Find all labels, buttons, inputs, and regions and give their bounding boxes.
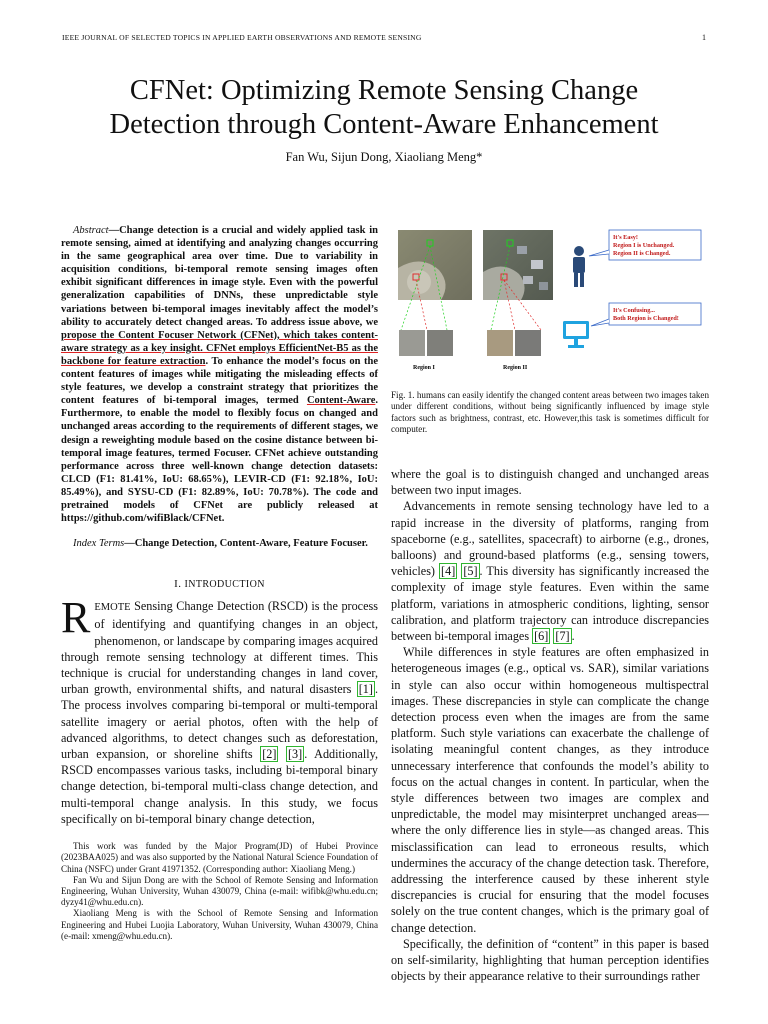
bubble-2-line-2: Both Region is Changed!: [613, 315, 679, 322]
citation-link[interactable]: [1]: [358, 682, 373, 697]
figure-1-caption: Fig. 1. humans can easily identify the changed content areas between two images taken under different conditions, without being significantly influenced by image style factors such as brightness, contrast, etc. However,this task is sometimes difficult for computer.: [391, 390, 709, 435]
page-number: 1: [702, 33, 706, 42]
abstract-part-3: . Furthermore, to enable the model to flexibly focus on changed and unchanged areas according to the requirements of different stages, we design a reweighting module based on the cosine distance between bi-temporal image features, termed Focuser. CFNet achieve outstanding performance across three well-known change detection datasets: CLCD (F1: 81.41%, IoU: 68.65%), LEVIR-CD (F1: 92.18%, IoU: 85.49%), and SYSU-CD (F1: 82.89%, IoU: 70.78%). The code and pretrained models of CFNet are publicly released at https://github.com/wifiBlack/CFNet.: [61, 395, 378, 525]
citation-link[interactable]: [4]: [441, 564, 456, 579]
author-list: Fan Wu, Sijun Dong, Xiaoliang Meng*: [285, 150, 483, 164]
figure-1-illustration: [391, 224, 709, 376]
section-heading-introduction: [61, 578, 378, 590]
computer-monitor-icon: [563, 321, 589, 348]
intro-paragraph: [61, 593, 379, 827]
index-terms: [61, 537, 378, 550]
bubble-2-line-1: It's Confusing...: [613, 307, 655, 314]
footnote-affiliation-2: Xiaoliang Meng is with the School of Remote Sensing and Information Engineering and Hubei Luojia Laboratory, Wuhan University, Wuhan 430079, China (e-mail: xmeng@whu.edu.cn).: [61, 908, 378, 941]
citation-link[interactable]: [6]: [534, 629, 549, 644]
bubble-1-line-1: It's Easy!: [613, 234, 638, 241]
citation-link[interactable]: [7]: [555, 629, 570, 644]
abstract-highlight-2: Content-Aware: [306, 395, 376, 407]
satellite-image-t2: [483, 230, 553, 300]
speech-bubble-confusing: [591, 303, 701, 326]
intro-text-1: Sensing Change Detection (RSCD) is the process of identifying and quantifying changes in an object, phenomenon, or landscape by comparing images acquired through remote sensing technology at different times. This technique is crucial for understanding changes in land cover, urban growth, environmental shifts, and natural disasters: [61, 599, 378, 697]
index-terms-lead: Index Terms: [73, 538, 125, 550]
title-line-1: CFNet: Optimizing Remote Sensing Change: [129, 75, 639, 106]
person-icon: [573, 246, 585, 287]
intro-smallcaps: EMOTE: [94, 602, 131, 614]
citation-link[interactable]: [2]: [262, 747, 277, 762]
section-numeral: I.: [174, 578, 185, 591]
label-region-1: Region I: [413, 365, 435, 371]
right-paragraph-1: [391, 498, 709, 644]
abstract-highlight-1: propose the Content Focuser Network (CFNet), which takes content-aware strategy as a key insight. CFNet employs EfficientNet-B5 as the backbone for feature extraction: [61, 329, 378, 367]
citation-link[interactable]: [5]: [463, 564, 478, 579]
bubble-1-line-2: Region I is Unchanged.: [613, 242, 675, 249]
drop-cap: R: [61, 593, 91, 643]
right-paragraph-3: Specifically, the definition of “content” in this paper is based on self-similarity, highlighting that human perception identifies objects by their appearance relative to their surroundings rather: [391, 936, 709, 984]
label-region-2: Region II: [503, 365, 528, 371]
right-column: [391, 466, 709, 985]
title-line-2: Detection through Content-Aware Enhancement: [109, 109, 659, 140]
right-p1-text-b: . This diversity has significantly increased the complexity of image style features. Even within the same platform, variations in atmospheric conditions, lighting, sensor calibration, and platform trajectory can introduce discrepancies between bi-temporal images: [391, 564, 710, 644]
index-terms-text: —Change Detection, Content-Aware, Feature Focuser.: [124, 538, 368, 550]
footnote-funding: This work was funded by the Major Program(JD) of Hubei Province (2023BAA025) and was also supported by the National Natural Science Foundation of China (NSFC) under Grant 41971352. (Corresponding author: Xiaoliang Meng.): [61, 841, 378, 874]
right-p1-text-a: Advancements in remote sensing technology have led to a rapid increase in the diversity of platforms, ranging from spaceborne (e.g., satellites, spacecraft) to airborne (e.g., drones, balloons) and ground-based platforms (e.g., sensing towers, vehicles): [391, 499, 709, 579]
region-patches: [399, 330, 541, 356]
abstract-lead: Abstract: [73, 225, 109, 236]
bubble-1-line-3: Region II is Changed.: [613, 250, 671, 257]
running-header: IEEE JOURNAL OF SELECTED TOPICS IN APPLIED EARTH OBSERVATIONS AND REMOTE SENSING: [62, 33, 422, 42]
footnote-affiliation-1: Fan Wu and Sijun Dong are with the School of Remote Sensing and Information Engineering, Wuhan University, Wuhan 430079, China (e-mail: wifibk@whu.edu.cn; dyzy41@whu.edu.cn).: [61, 874, 378, 908]
right-p1-text-c: .: [571, 629, 575, 644]
left-column: [61, 224, 378, 942]
abstract-part-1: —Change detection is a crucial and widely applied task in remote sensing, aimed at identifying and analyzing changes occurring in the same geographical area over time. Due to variability in acquisition conditions, bi-temporal remote sensing images often exhibit significant differences in image style. Even with the powerful generalization capabilities of DNNs, these unpredictable style variations between bi-temporal images inevitably affect the model’s ability to accurately detect changed areas. To address issue above, we: [61, 225, 378, 328]
section-name: INTRODUCTION: [184, 579, 265, 591]
abstract: [61, 224, 378, 525]
intro-text-2: . The process involves comparing bi-temporal or multi-temporal satellite imagery or aerial photos, often with the help of advanced algorithms, to detect changes such as deforestation, urban expansion, or shoreline shifts: [61, 682, 378, 762]
abstract-part-2: . To enhance the model’s focus on the content features of images while mitigating the misleading effects of style features, we develop a constraint strategy that prioritizes the content features of bi-temporal images, termed: [61, 355, 378, 407]
intro-text-3: . Additionally, RSCD encompasses various tasks, including bi-temporal binary change detection, bi-temporal multi-class change detection, and multi-temporal change analysis. In this study, we focus specifically on bi-temporal binary change detection,: [61, 747, 379, 826]
citation-link[interactable]: [3]: [288, 747, 303, 762]
speech-bubble-easy: [589, 230, 701, 260]
right-paragraph-2: While differences in style features are often emphasized in heterogeneous images (e.g., optical vs. SAR), similar variations in style can also occur within homogeneous multispectral images. These discrepancies in style can complicate the change detection process even when the images are from the same platform. Such style variations can exacerbate the challenge of isolating meaningful content changes, as they introduce unnecessary interference that confounds the model’s ability to focus on the actual changes in content. In particular, when the style differences between two images are complex and unpredictable, the model may misinterpret unchanged areas—where the only difference lies in style—as changed areas. This misclassification can lead to erroneous results, which undermines the accuracy of the change detection task. Therefore, addressing the interference caused by these inherent style discrepancies is crucial for ensuring that the model focuses solely on the true content changes, which is the primary goal of change detection.: [391, 645, 709, 935]
figure-1: [391, 224, 709, 376]
paper-title: [40, 74, 728, 142]
right-paragraph-0: where the goal is to distinguish changed and unchanged areas between two input images.: [391, 467, 709, 498]
satellite-image-t1: [398, 230, 472, 300]
